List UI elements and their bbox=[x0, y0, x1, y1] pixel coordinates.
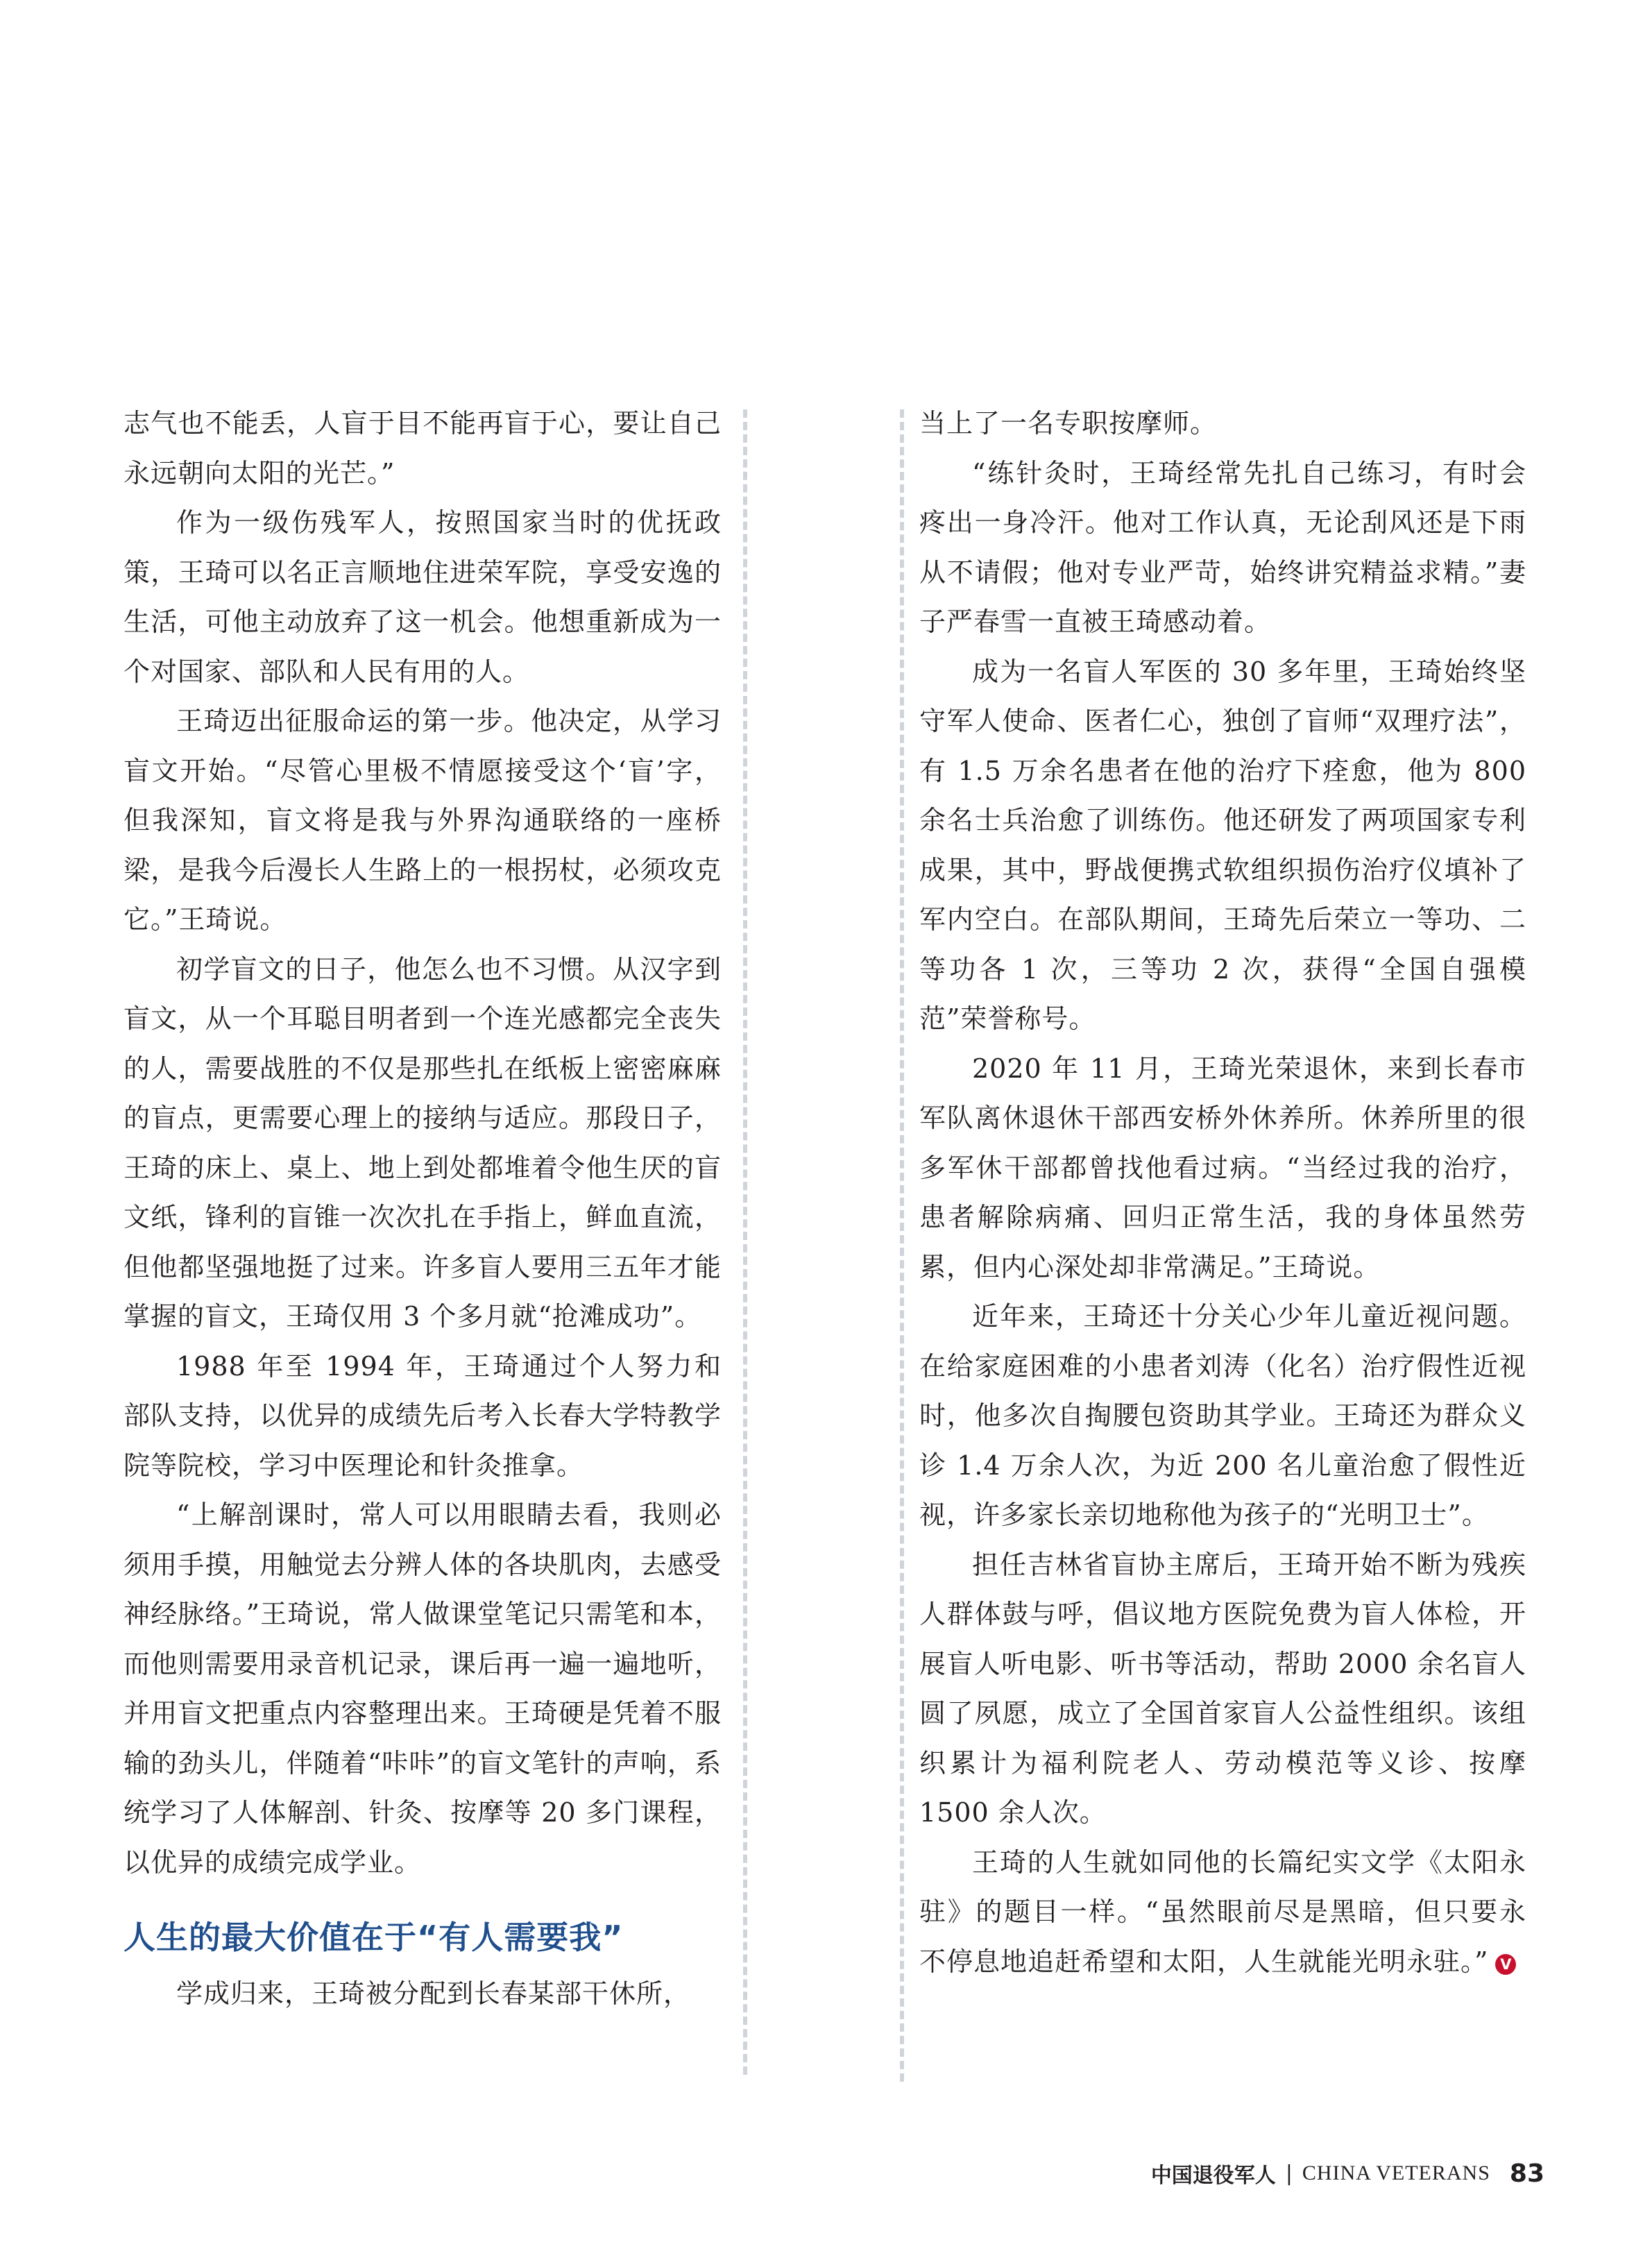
column-divider-dashed bbox=[900, 409, 904, 2082]
magazine-english-name: CHINA VETERANS bbox=[1302, 2162, 1490, 2184]
paragraph: 1988 年至 1994 年，王琦通过个人努力和部队支持，以优异的成绩先后考入长春大学特教学院等院校，学习中医理论和针灸推拿。 bbox=[124, 1350, 722, 1481]
page-number: 83 bbox=[1509, 2159, 1544, 2188]
final-paragraph-text: 王琦的人生就如同他的长篇纪实文学《太阳永驻》的题目一样。“虽然眼前尽是黑暗，但只要永不停息地追赶希望和太阳，人生就能光明永驻。” bbox=[919, 1846, 1526, 1977]
paragraph: 近年来，王琦还十分关心少年儿童近视问题。在给家庭困难的小患者刘涛（化名）治疗假性近视时，他多次自掏腰包资助其学业。王琦还为群众义诊 1.4 万余人次，为近 200 名儿童治愈了假性近视，许多家长亲切地称他为孩子的“光明卫士”。 bbox=[919, 1301, 1526, 1530]
paragraph-final bbox=[919, 1838, 1526, 1987]
paragraph: 王琦迈出征服命运的第一步。他决定，从学习盲文开始。“尽管心里极不情愿接受这个‘盲’字，但我深知，盲文将是我与外界沟通联络的一座桥梁，是我今后漫长人生路上的一根拐杖，必须攻克它。”王琦说。 bbox=[124, 706, 722, 935]
paragraph: “上解剖课时，常人可以用眼睛去看，我则必须用手摸，用触觉去分辨人体的各块肌肉，去感受神经脉络。”王琦说，常人做课堂笔记只需笔和本，而他则需要用录音机记录，课后再一遍一遍地听，并用盲文把重点内容整理出来。王琦硬是凭着不服输的劲头儿，伴随着“咔咔”的盲文笔针的声响，系统学习了人体解剖、针灸、按摩等 20 多门课程，以优异的成绩完成学业。 bbox=[124, 1500, 722, 1878]
paragraph: 作为一级伤残军人，按照国家当时的优抚政策，王琦可以名正言顺地住进荣军院，享受安逸的生活，可他主动放弃了这一机会。他想重新成为一个对国家、部队和人民有用的人。 bbox=[124, 507, 722, 687]
section-heading: 人生的最大价值在于“有人需要我” bbox=[124, 1919, 624, 1956]
paragraph: 担任吉林省盲协主席后，王琦开始不断为残疾人群体鼓与呼，倡议地方医院免费为盲人体检，开展盲人听电影、听书等活动，帮助 2000 余名盲人圆了夙愿，成立了全国首家盲人公益性组织。该组织累计为福利院老人、劳动模范等义诊、按摩 1500 余人次。 bbox=[919, 1549, 1526, 1828]
paragraph: 初学盲文的日子，他怎么也不习惯。从汉字到盲文，从一个耳聪目明者到一个连光感都完全丧失的人，需要战胜的不仅是那些扎在纸板上密密麻麻的盲点，更需要心理上的接纳与适应。那段日子，王琦的床上、桌上、地上到处都堆着令他生厌的盲文纸，锋利的盲锥一次次扎在手指上，鲜血直流，但他都坚强地挺了过来。许多盲人要用三五年才能掌握的盲文，王琦仅用 3 个多月就“抢滩成功”。 bbox=[124, 953, 722, 1332]
page-footer bbox=[1151, 2158, 1544, 2189]
right-column bbox=[919, 399, 1526, 1987]
paragraph: 成为一名盲人军医的 30 多年里，王琦始终坚守军人使命、医者仁心，独创了盲师“双理疗法”，有 1.5 万余名患者在他的治疗下痊愈，他为 800 余名士兵治愈了训练伤。他还研发了两项国家专利成果，其中，野战便携式软组织损伤治疗仪填补了军内空白。在部队期间，王琦先后荣立一等功、二等功各 1 次，三等功 2 次，获得“全国自强模范”荣誉称号。 bbox=[919, 656, 1526, 1034]
paragraph: “练针灸时，王琦经常先扎自己练习，有时会疼出一身冷汗。他对工作认真，无论刮风还是下雨从不请假；他对专业严苛，始终讲究精益求精。”妻子严春雪一直被王琦感动着。 bbox=[919, 457, 1526, 637]
magazine-name: 中国退役军人 bbox=[1150, 2164, 1276, 2188]
paragraph: 2020 年 11 月，王琦光荣退休，来到长春市军队离休退休干部西安桥外休养所。休养所里的很多军休干部都曾找他看过病。“当经过我的治疗，患者解除病痛、回归正常生活，我的身体虽然劳累，但内心深处却非常满足。”王琦说。 bbox=[919, 1053, 1526, 1282]
end-mark-icon: V bbox=[1495, 1954, 1516, 1975]
paragraph: 学成归来，王琦被分配到长春某部干休所， bbox=[176, 1978, 691, 2009]
paragraph: 当上了一名专职按摩师。 bbox=[919, 408, 1218, 439]
paragraph: 志气也不能丢，人盲于目不能再盲于心，要让自己永远朝向太阳的光芒。” bbox=[124, 408, 722, 489]
footer-separator: | bbox=[1285, 2161, 1293, 2186]
left-column bbox=[124, 399, 722, 2019]
column-divider-dashed bbox=[743, 409, 747, 2075]
